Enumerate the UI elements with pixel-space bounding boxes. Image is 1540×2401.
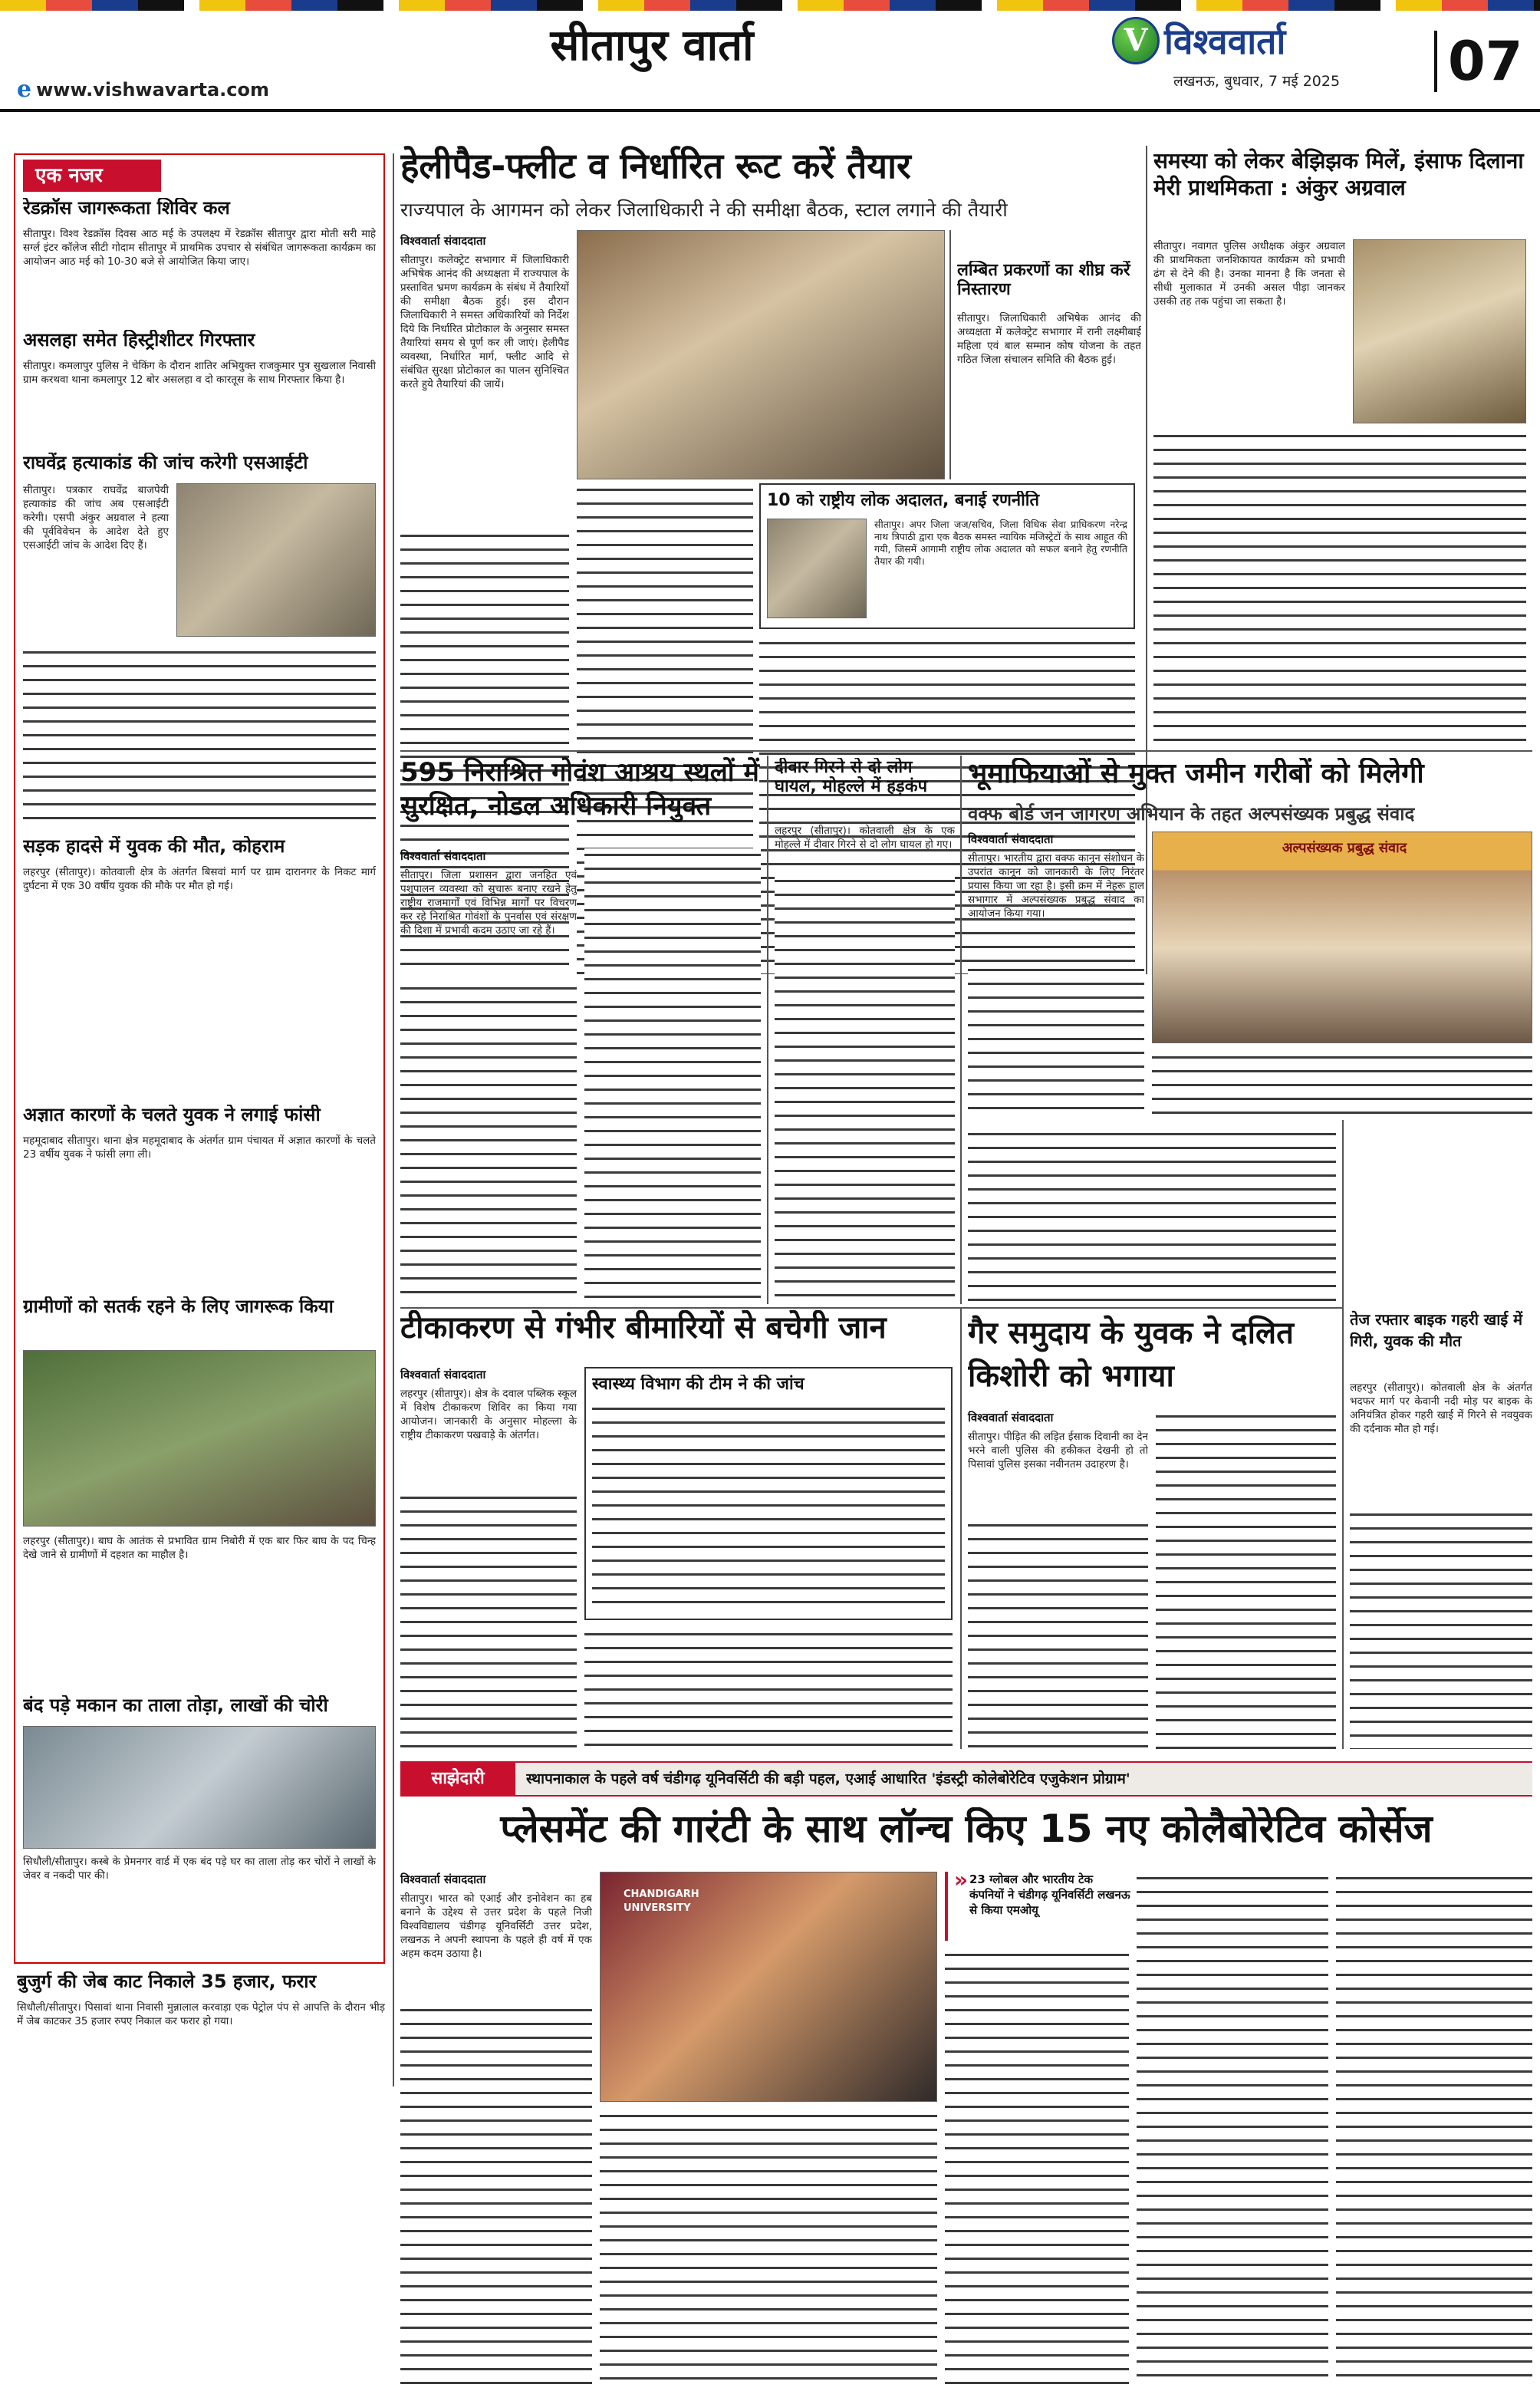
- text-lines: [1152, 1051, 1532, 1120]
- journalist-photo: [176, 483, 376, 637]
- brief-text: लहरपुर (सीतापुर)। बाघ के आतंक से प्रभावित ग्राम निबोरी में एक बार फिर बाघ के पद चिन्ह देखे जाने से ग्रामीणों में दहशत का माहौल है।: [23, 1535, 376, 1561]
- health-team-title: स्वास्थ्य विभाग की टीम ने की जांच: [592, 1375, 805, 1394]
- bike-text: लहरपुर (सीतापुर)। कोतवाली क्षेत्र के अंतर्गत भदफर मार्ग पर केवानी नदी मोड़ पर बाइक के अनियंत्रित होकर गहरी खाई में गिरने से नवयुवक की दर्दनाक मौत हो गई।: [1350, 1382, 1532, 1435]
- brief-title: बुजुर्ग की जेब काट निकाले 35 हजार, फरार: [17, 1971, 317, 1992]
- lok-adalat-photo: [767, 519, 867, 618]
- vaccination-byline: विश्ववार्ता संवाददाता: [400, 1368, 486, 1382]
- text-lines: [584, 848, 761, 1304]
- bottom-strip-text: स्थापनाकाल के पहले वर्ष चंडीगढ़ यूनिवर्सिटी की बड़ी पहल, एआई आधारित 'इंडस्ट्री कोलेबोरेटिव एजुकेशन प्रोग्राम': [526, 1770, 1130, 1787]
- page-title: सीतापुर वार्ता: [550, 21, 754, 71]
- bike-headline: तेज रफ्तार बाइक गहरी खाई में गिरी, युवक की मौत: [1350, 1310, 1523, 1350]
- brief-title: बंद पड़े मकान का ताला तोड़ा, लाखों की चोरी: [23, 1695, 328, 1716]
- text-lines: [1137, 1872, 1328, 2387]
- text-lines: [968, 1128, 1336, 1304]
- wall-headline: दीवार गिरने से दो लोग घायल, मोहल्ले में हड़कंप: [775, 758, 928, 797]
- column-divider: [1342, 1120, 1344, 1749]
- bottom-tag: साझेदारी: [400, 1763, 515, 1795]
- bottom-strip: [400, 1761, 1532, 1797]
- wall-text: लहरपुर (सीतापुर)। कोतवाली क्षेत्र के एक मोहल्ले में दीवार गिरने से दो लोग घायल हो गए।: [775, 825, 955, 851]
- brief-text: सिधौली/सीतापुर। कस्बे के प्रेमनगर वार्ड में एक बंद पड़े घर का ताला तोड़ कर चोरों ने लाखों के जेवर व नकदी पार की।: [23, 1856, 376, 1882]
- text-lines: [400, 2004, 592, 2387]
- lead-subhead: राज्यपाल के आगमन को लेकर जिलाधिकारी ने की समीक्षा बैठक, स्टाल लगाने की तैयारी: [400, 199, 1008, 221]
- health-team-box: [584, 1367, 953, 1620]
- lok-adalat-box: [759, 483, 1135, 629]
- column-divider: [960, 1307, 962, 1749]
- quote-mark-icon: »: [954, 1867, 969, 1892]
- text-lines: [775, 874, 955, 1304]
- text-lines: [1156, 1410, 1336, 1749]
- text-lines: [1350, 1508, 1532, 1749]
- lead-byline: विश्ववार्ता संवाददाता: [400, 234, 486, 248]
- text-lines: [945, 1948, 1129, 2387]
- tiger-footprint-photo: [23, 1350, 376, 1527]
- bottom-headline: प्लेसमेंट की गारंटी के साथ लॉन्च किए 15 नए कोलैबोरेटिव कोर्सेज: [500, 1807, 1433, 1851]
- vaccination-text: लहरपुर (सीतापुर)। क्षेत्र के दवाल पब्लिक स्कूल में विशेष टीकाकरण शिविर का किया गया आयोजन। जानकारी के अनुसार मोहल्ला के राष्ट्रीय टीकाकरण पखवाड़े के अंतर्गत।: [400, 1388, 577, 1441]
- brief-text: लहरपुर (सीतापुर)। कोतवाली क्षेत्र के अंतर्गत बिसवां मार्ग पर ग्राम दारानगर के निकट मार्ग दुर्घटना में एक 30 वर्षीय युवक की मौके पर मौत हो गई।: [23, 866, 376, 892]
- pending-text: सीतापुर। जिलाधिकारी अभिषेक आनंद की अध्यक्षता में कलेक्ट्रेट सभागार में रानी लक्ष्मीबाई महिला एवं बाल सम्मान कोष योजना के तहत गठित जिला संचालन समिति की बैठक हुई।: [957, 312, 1141, 366]
- land-subhead: वक्फ बोर्ड जन जागरण अभियान के तहत अल्पसंख्यक प्रबुद्ध संवाद: [968, 803, 1415, 825]
- vaccination-headline: टीकाकरण से गंभीर बीमारियों से बचेगी जान: [400, 1310, 887, 1345]
- page-number: 07: [1434, 31, 1526, 92]
- text-lines: [968, 963, 1144, 1120]
- brief-title: राघवेंद्र हत्याकांड की जांच करेगी एसआईटी: [23, 453, 308, 473]
- land-text: सीतापुर। भारतीय द्वारा वक्फ कानून संशोधन के उपरांत कानून को जानकारी के लिए निरंतर प्रयास किया जा रहा है। इसी क्रम में नेहरू हाल सभागार में अल्पसंख्यक प्रबुद्ध संवाद का आयोजन किया गया।: [968, 852, 1144, 920]
- text-lines: [968, 1519, 1148, 1749]
- brief-title: रेडक्रॉस जागरूकता शिविर कल: [23, 198, 230, 219]
- land-event-photo: [1152, 832, 1532, 1043]
- website-url[interactable]: www.vishwavarta.com: [36, 79, 269, 100]
- brief-title: अज्ञात कारणों के चलते युवक ने लगाई फांसी: [23, 1105, 321, 1125]
- section-divider: [400, 1307, 1342, 1309]
- dalit-text: सीतापुर। पीड़ित की लड़ित ईसाक दिवानी का देन भरने वाली पुलिस की हकीकत देखनी हो तो पिसावां पुलिस इसका नवीनतम उदाहरण है।: [968, 1431, 1148, 1471]
- brief-text: सीतापुर। पत्रकार राघवेंद्र बाजपेयी हत्याकांड की जांच अब एसआईटी करेगी। एसपी अंकुर अग्रवाल ने हत्या की पूर्वविवेचन के आदेश देते हुए एसआईटी जांच के आदेश दिए हैं।: [23, 484, 169, 552]
- text-lines: [592, 1402, 945, 1609]
- text-lines: [584, 1628, 953, 1749]
- lead-text: सीतापुर। कलेक्ट्रेट सभागार में जिलाधिकारी अभिषेक आनंद की अध्यक्षता में राज्यपाल के प्रस्तावित भ्रमण कार्यक्रम के संबंध में तैयारियों की समीक्षा बैठक हुई। इस दौरान जिलाधिकारी ने समस्त अधिकारियों को निर्देश दिये कि निर्धारित प्रोटोकाल के अनुसार समस्त तैयारियां समय से पूर्ण कर ली जाएं। हेलीपैड व्यवस्था, निर्धारित मार्ग, फ्लीट आदि से संबंधित सुरक्षा प्रोटोकाल का पालन सुनिश्चित करते हुये तैयारियां की जायें।: [400, 254, 569, 390]
- university-event-photo: [600, 1872, 937, 2102]
- column-divider: [960, 756, 962, 1304]
- land-photo-banner: अल्पसंख्यक प्रबुद्ध संवाद: [1282, 840, 1407, 856]
- brief-text: सीतापुर। विश्व रेडक्रॉस दिवस आठ मई के उपलक्ष्य में रेडक्रॉस सीतापुर द्वारा मोती सरी माहे सर्ग्ल इंटर कॉलेज सीटी गोदाम सीतापुर में प्राथमिक उपचार से संबंधित जागरूकता कार्यक्रम का आयोजन आठ मई को 10-30 बजे से आयोजित किया जाए।: [23, 228, 376, 268]
- gaushala-byline: विश्ववार्ता संवाददाता: [400, 849, 486, 863]
- brief-title: असलहा समेत हिस्ट्रीशीटर गिरफ्तार: [23, 330, 255, 351]
- dalit-headline: गैर समुदाय के युवक ने दलित किशोरी को भगाया: [968, 1316, 1294, 1394]
- brief-text: महमूदाबाद सीतापुर। थाना क्षेत्र महमूदाबाद के अंतर्गत ग्राम पंचायत में अज्ञात कारणों के चलते 23 वर्षीय युवक ने फांसी लगा ली।: [23, 1135, 376, 1161]
- pending-headline: लम्बित प्रकरणों का शीघ्र करें निस्तारण: [957, 261, 1130, 300]
- gaushala-headline: 595 निराश्रित गोवंश आश्रय स्थलों में सुरक्षित, नोडल अधिकारी नियुक्त: [400, 757, 759, 822]
- bottom-quote-text: 23 ग्लोबल और भारतीय टेक कंपनियों ने चंडीगढ़ यूनिवर्सिटी लखनऊ से किया एमओयू: [969, 1872, 1130, 1917]
- browser-e-icon: e: [17, 76, 32, 103]
- brief-text: सीतापुर। कमलापुर पुलिस ने चेकिंग के दौरान शातिर अभियुक्त राजकुमार पुत्र सुखलाल निवासी ग्राम करथवा थाना कमलापुर 12 बोर असलहा व दो कारतूस के साथ गिरफ्तार किया है।: [23, 360, 376, 386]
- land-headline: भूमाफियाओं से मुक्त जमीन गरीबों को मिलेगी: [968, 758, 1424, 789]
- theft-house-photo: [23, 1726, 376, 1849]
- meeting-photo: [577, 230, 945, 479]
- column-divider: [767, 756, 768, 1304]
- column-divider: [1146, 146, 1147, 974]
- masthead: [0, 0, 1540, 115]
- lead-headline: हेलीपैड-फ्लीट व निर्धारित रूट करें तैयार: [400, 146, 911, 186]
- brief-text: सिधौली/सीतापुर। पिसावां थाना निवासी मुन्नालाल करवाड़ा एक पेट्रोल पंप से आपत्ति के दौरान भीड़ में जेब काटकर 35 हजार रुपए निकाल कर फरार हो गया।: [17, 2001, 385, 2027]
- briefs-tag: एक नजर: [23, 160, 161, 192]
- text-lines: [400, 982, 577, 1304]
- website-row[interactable]: [17, 77, 269, 103]
- color-registration-bar: [0, 0, 1540, 11]
- gaushala-text: सीतापुर। जिला प्रशासन द्वारा जनहित एवं पशुपालन व्यवस्था को सुचारू बनाए रखने हेतु राष्ट्रीय राजमार्गों एवं विभिन्न मार्गों पर विचरण कर रहे निराश्रित गोवंशों के पुनर्वास एवं संरक्षण की दिशा में प्रभावी कदम उठाए जा रहे हैं।: [400, 869, 577, 937]
- bottom-quote: [945, 1867, 1130, 1941]
- land-byline: विश्ववार्ता संवाददाता: [968, 832, 1054, 846]
- bottom-byline: विश्ववार्ता संवाददाता: [400, 1872, 486, 1886]
- lok-adalat-headline: 10 को राष्ट्रीय लोक अदालत, बनाई रणनीति: [767, 491, 1040, 510]
- dalit-byline: विश्ववार्ता संवाददाता: [968, 1411, 1054, 1424]
- text-lines: [23, 646, 376, 822]
- dateline: लखनऊ, बुधवार, 7 मई 2025: [1173, 73, 1341, 90]
- sp-headline: समस्या को लेकर बेझिझक मिलें, इंसाफ दिलाना मेरी प्राथमिकता : अंकुर अग्रवाल: [1153, 148, 1524, 200]
- brief-title: ग्रामीणों को सतर्क रहने के लिए जागरूक किया: [23, 1296, 334, 1317]
- sp-photo: [1353, 239, 1526, 423]
- masthead-rule: [0, 109, 1540, 112]
- text-lines: [1153, 430, 1526, 752]
- text-lines: [400, 1491, 577, 1749]
- university-photo-label: CHANDIGARH UNIVERSITY: [624, 1889, 699, 1914]
- brand-name: विश्ववार्ता: [1164, 21, 1286, 62]
- section-divider: [400, 750, 1532, 752]
- text-lines: [600, 2110, 937, 2387]
- column-divider: [393, 153, 394, 2086]
- lok-adalat-text: सीतापुर। अपर जिला जज/सचिव, जिला विधिक सेवा प्राधिकरण नरेन्द्र नाथ त्रिपाठी द्वारा एक बैठक समस्त न्यायिक मजिस्ट्रेटों के साथ आहूत की गयी, जिसमें आगामी राष्ट्रीय लोक अदालत को सफल बनाने हेतु रणनीति तैयार की गयी।: [874, 519, 1127, 567]
- sp-text: सीतापुर। नवागत पुलिस अधीक्षक अंकुर अग्रवाल की प्राथमिकता जनशिकायत कार्यक्रम को प्रभावी ढंग से देने की है। उनका मानना है कि जनता से सीधी मुलाकात में उनकी असल पीड़ा जानकर उसकी तह तक पहुंचा जा सकता है।: [1153, 240, 1345, 308]
- bottom-text: सीतापुर। भारत को एआई और इनोवेशन का हब बनाने के उद्देश्य से उत्तर प्रदेश के पहले निजी विश्वविद्यालय चंडीगढ़ यूनिवर्सिटी उत्तर प्रदेश, लखनऊ ने अपनी स्थापना के पहले ही वर्ष में एक अहम कदम उठाया है।: [400, 1892, 592, 1960]
- brand-logo: V: [1112, 17, 1160, 64]
- brief-title: सड़क हादसे में युवक की मौत, कोहराम: [23, 836, 285, 857]
- column-divider: [949, 230, 951, 479]
- text-lines: [1336, 1872, 1532, 2387]
